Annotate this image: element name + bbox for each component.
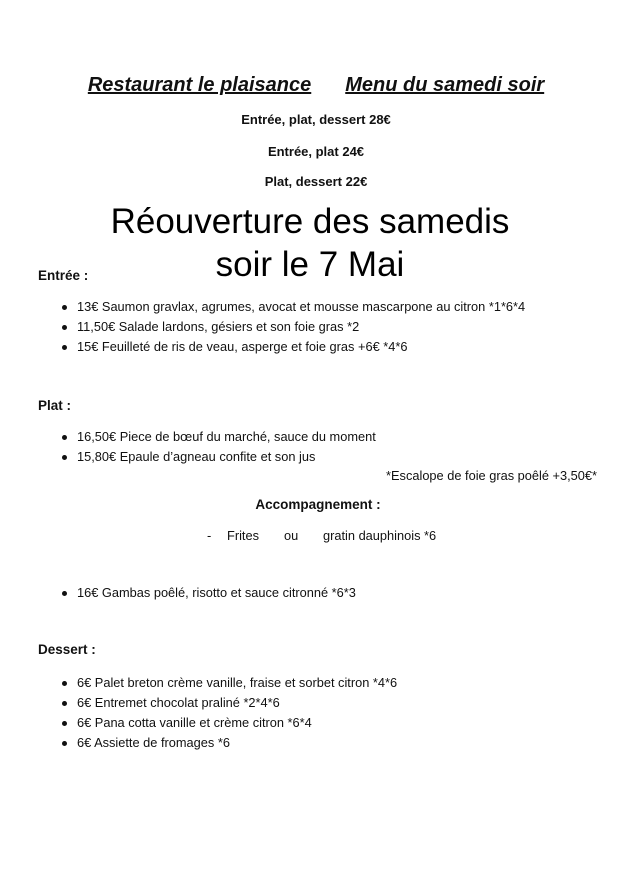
menu-item: 6€ Entremet chocolat praliné *2*4*6 (62, 693, 280, 713)
accompagnement-option: gratin dauphinois *6 (323, 528, 437, 543)
announcement-line: Réouverture des samedis (110, 202, 510, 241)
section-heading-dessert: Dessert : (38, 642, 96, 657)
accompagnement-option: Frites (227, 528, 259, 543)
menu-item: 15€ Feuilleté de ris de veau, asperge et foie gras +6€ *4*6 (62, 337, 407, 357)
menu-item: 11,50€ Salade lardons, gésiers et son foie gras *2 (62, 317, 359, 337)
announcement-line: soir le 7 Mai (215, 245, 405, 284)
offer-formula: Entrée, plat, dessert 28€ (241, 112, 391, 127)
menu-item: 6€ Assiette de fromages *6 (62, 733, 230, 753)
menu-item: 6€ Pana cotta vanille et crème citron *6*4 (62, 713, 312, 733)
section-heading-plat: Plat : (38, 398, 72, 413)
accompagnement-heading: Accompagnement : (255, 497, 381, 512)
menu-item: 15,80€ Epaule d’agneau confite et son jus (62, 447, 315, 467)
offer-formula: Plat, dessert 22€ (264, 174, 368, 189)
menu-item: 16€ Gambas poêlé, risotto et sauce citronné *6*3 (62, 583, 356, 603)
accompagnement-or: ou (284, 528, 299, 543)
accompagnement-dash: - (207, 528, 212, 543)
menu-item: 6€ Palet breton crème vanille, fraise et sorbet citron *4*6 (62, 673, 397, 693)
menu-title: Menu du samedi soir (345, 74, 545, 96)
supplement-note: *Escalope de foie gras poêlé +3,50€* (386, 468, 597, 483)
menu-item: 16,50€ Piece de bœuf du marché, sauce du moment (62, 427, 376, 447)
menu-item: 13€ Saumon gravlax, agrumes, avocat et mousse mascarpone au citron *1*6*4 (62, 297, 525, 317)
section-heading-entree: Entrée : (38, 268, 89, 283)
page-title (0, 72, 632, 98)
restaurant-name: Restaurant le plaisance (87, 74, 312, 96)
offer-formula: Entrée, plat 24€ (267, 144, 365, 159)
